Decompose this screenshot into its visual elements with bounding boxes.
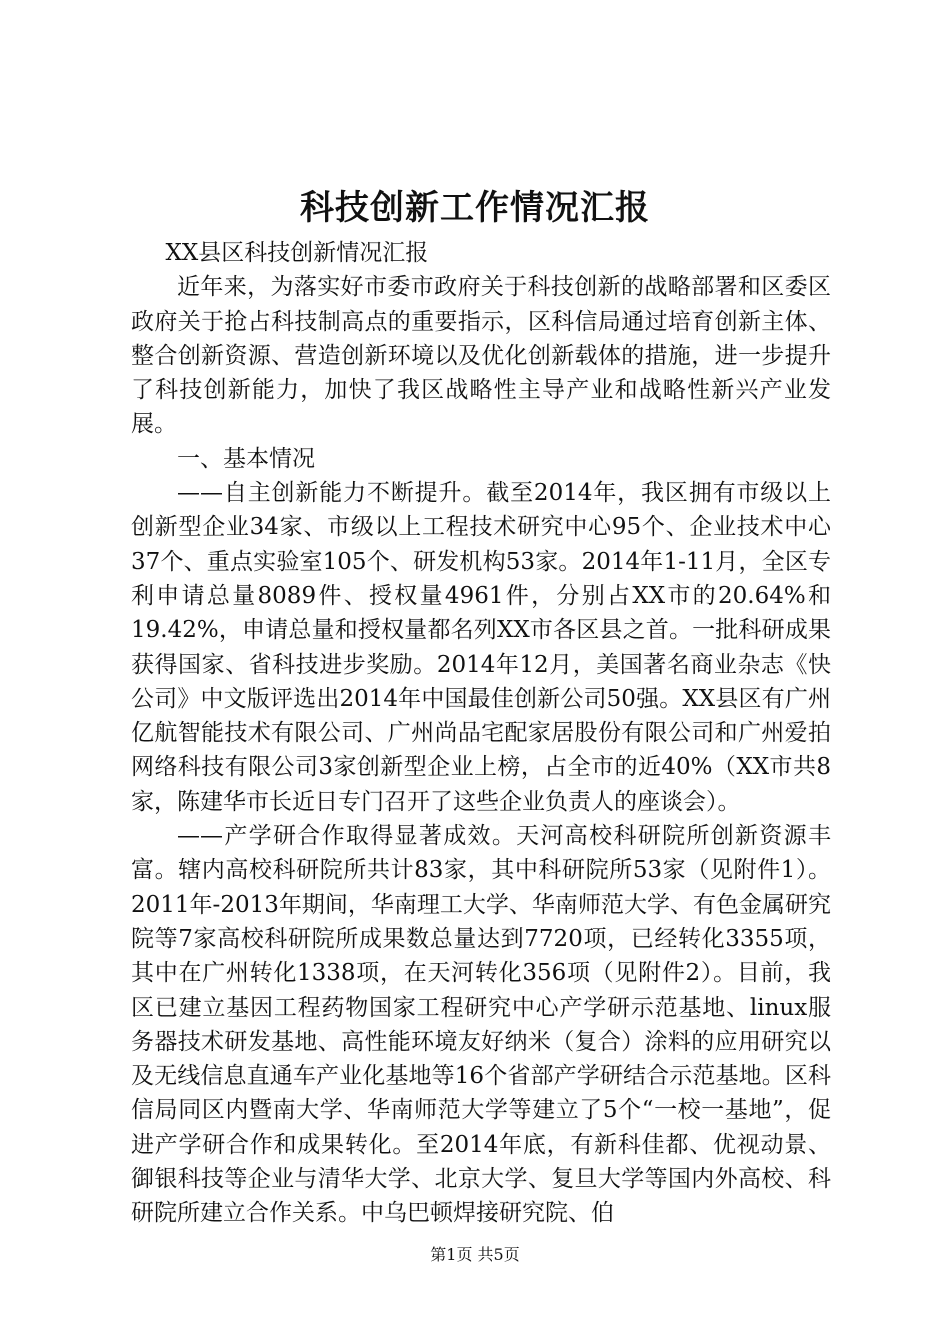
section-heading: 一、基本情况: [177, 445, 315, 472]
document-body: [131, 236, 831, 1231]
document-title: 科技创新工作情况汇报: [300, 188, 650, 228]
page-number-footer: 第1页 共5页: [430, 1245, 520, 1264]
paragraph-innovation: ——自主创新能力不断提升。截至2014年，我区拥有市级以上创新型企业34家、市级以上工程技术研究中心95个、企业技术中心37个、重点实验室105个、研发机构53家。2014年1-11月，全区专利申请总量8089件、授权量4961件，分别占XX市的20.64%和19.42%，申请总量和授权量都名列XX市各区县之首。一批科研成果获得国家、省科技进步奖励。2014年12月，美国著名商业杂志《快公司》中文版评选出2014年中国最佳创新公司50强。XX县区有广州亿航智能技术有限公司、广州尚品宅配家居股份有限公司和广州爱拍网络科技有限公司3家创新型企业上榜，占全市的近40%（XX市共8家，陈建华市长近日专门召开了这些企业负责人的座谈会）。: [131, 480, 831, 815]
paragraph-intro: 近年来，为落实好市委市政府关于科技创新的战略部署和区委区政府关于抢占科技制高点的重要指示，区科信局通过培育创新主体、整合创新资源、营造创新环境以及优化创新载体的措施，进一步提升了科技创新能力，加快了我区战略性主导产业和战略性新兴产业发展。: [131, 274, 831, 438]
document-subtitle: XX县区科技创新情况汇报: [165, 240, 429, 266]
paragraph-cooperation: ——产学研合作取得显著成效。天河高校科研院所创新资源丰富。辖内高校科研院所共计83家，其中科研院所53家（见附件1）。2011年-2013年期间，华南理工大学、华南师范大学、有色金属研究院等7家高校科研院所成果数总量达到7720项，已经转化3355项，其中在广州转化1338项，在天河转化356项（见附件2）。目前，我区已建立基因工程药物国家工程研究中心产学研示范基地、linux服务器技术研发基地、高性能环境友好纳米（复合）涂料的应用研究以及无线信息直通车产业化基地等16个省部产学研结合示范基地。区科信局同区内暨南大学、华南师范大学等建立了5个“一校一基地”，促进产学研合作和成果转化。至2014年底，有新科佳都、优视动景、御银科技等企业与清华大学、北京大学、复旦大学等国内外高校、科研院所建立合作关系。中乌巴顿焊接研究院、伯: [131, 823, 831, 1227]
